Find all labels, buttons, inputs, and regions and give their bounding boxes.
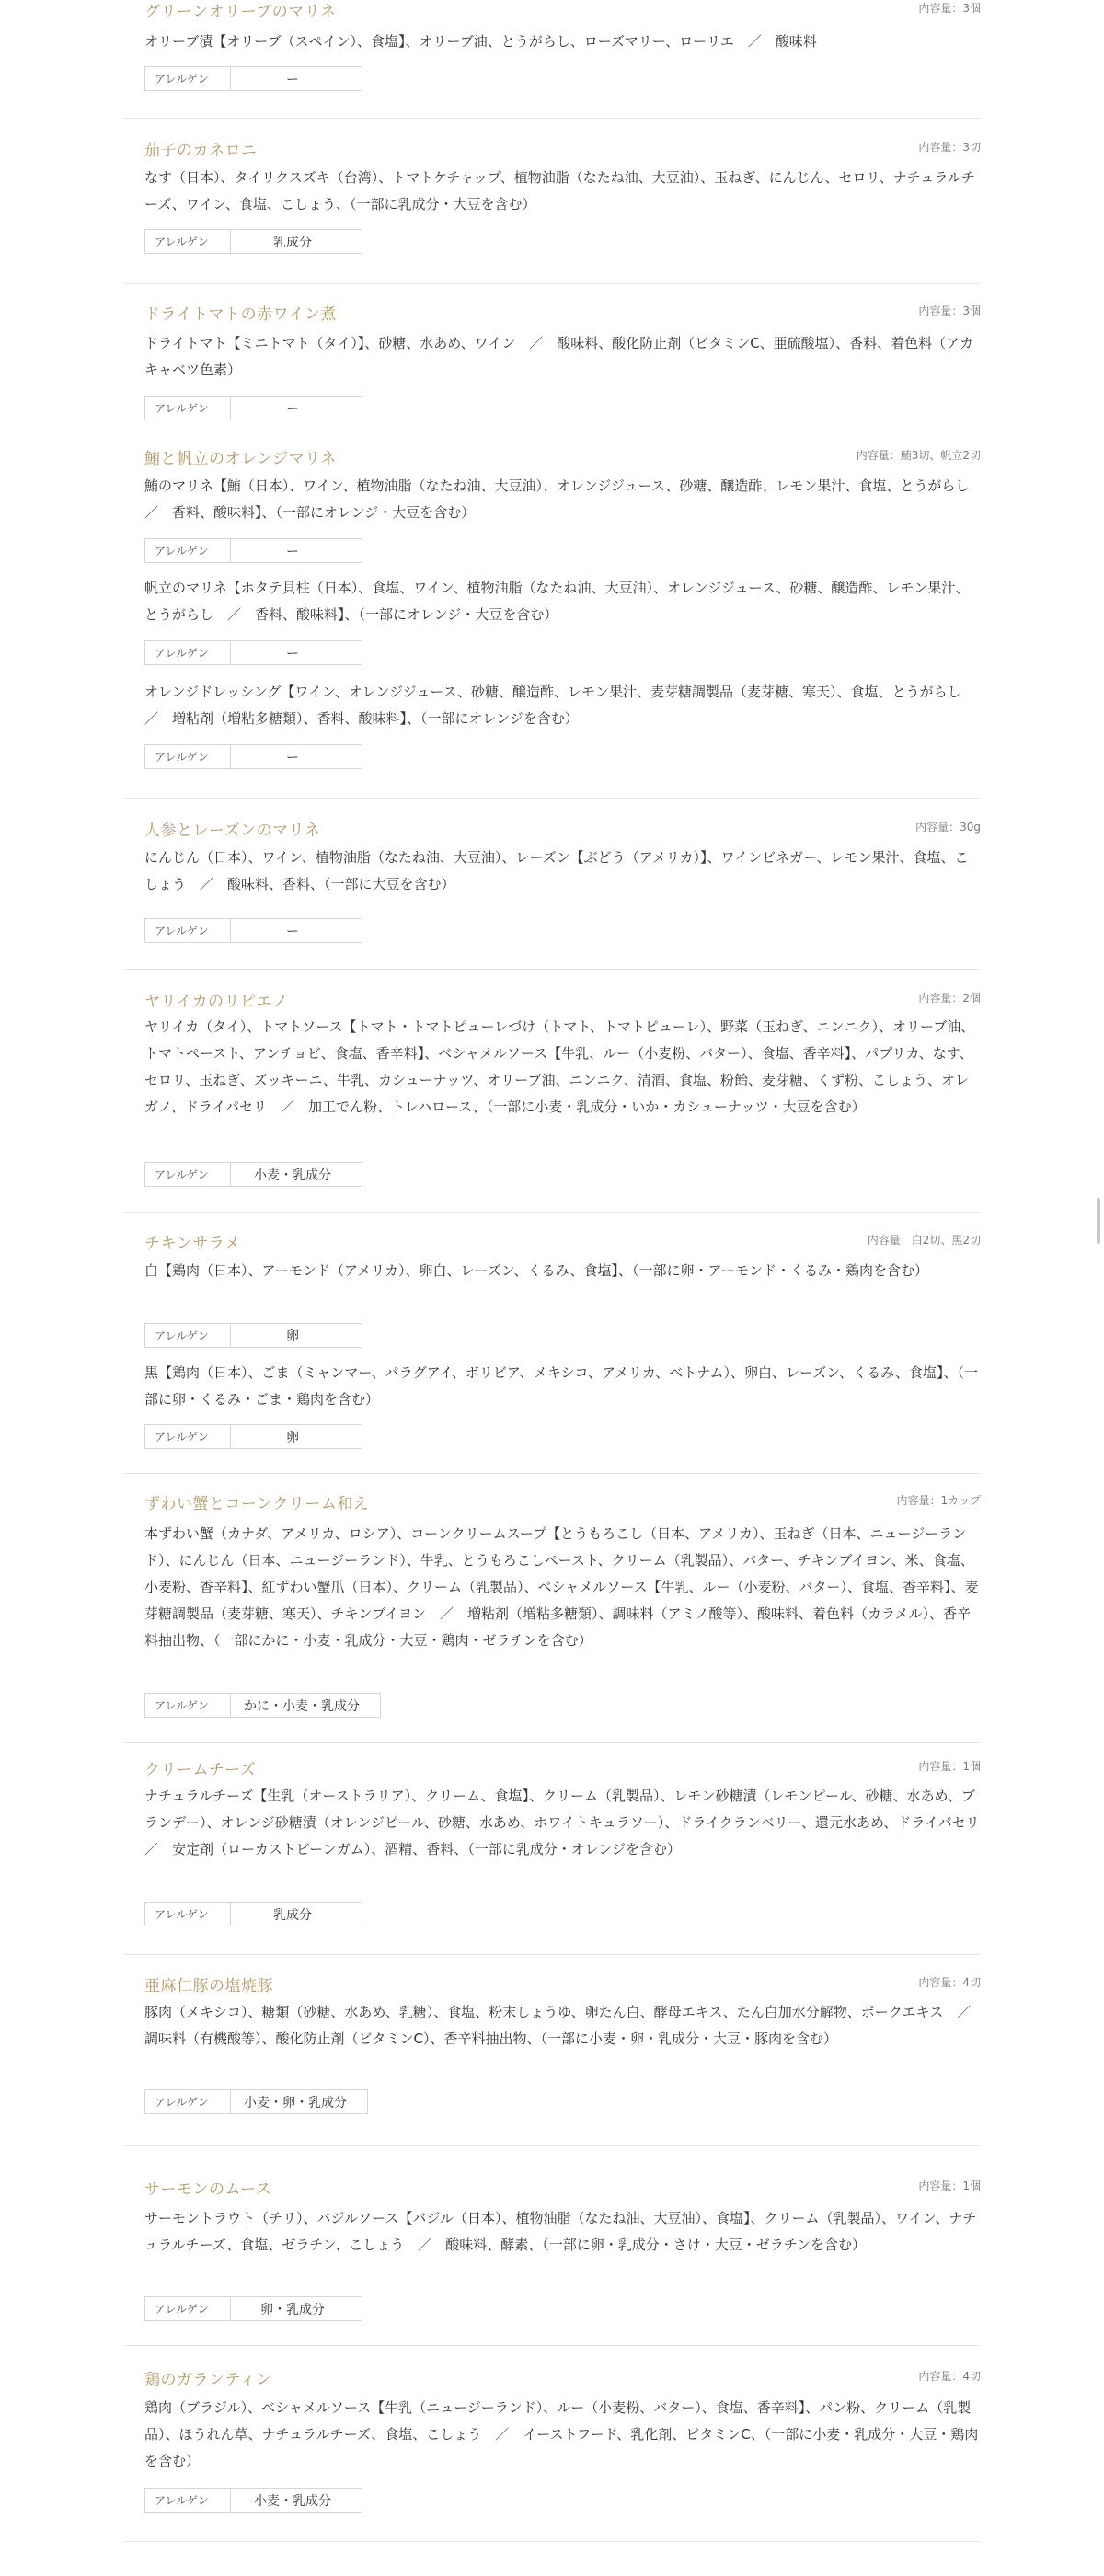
- allergen-row: [144, 1162, 362, 1187]
- allergen-row: [144, 640, 362, 665]
- item-title: ずわい蟹とコーンクリーム和え: [144, 1495, 370, 1513]
- allergen-row: [144, 1323, 362, 1348]
- allergen-row: [144, 1902, 362, 1926]
- item-quantity: 内容量：4切: [918, 1976, 981, 1989]
- allergen-row: [144, 1693, 381, 1718]
- item-quantity: 内容量：1個: [918, 1760, 981, 1773]
- allergen-label: アレルゲン: [145, 1163, 231, 1186]
- scrollbar-thumb[interactable]: [1097, 1198, 1100, 1244]
- ingredients-text: 鶏肉（ブラジル）、ベシャメルソース【牛乳（ニュージーランド）、ルー（小麦粉、バター）、食塩、香辛料】、パン粉、クリーム（乳製品）、ほうれん草、ナチュラルチーズ、食塩、こしょう ／ イーストフード、乳化剤、ビタミンC、（一部に小麦・乳成分・大豆・鶏肉を含む）: [144, 2399, 979, 2469]
- item-title: サーモンのムース: [144, 2180, 272, 2199]
- allergen-row: [144, 1424, 362, 1449]
- allergen-label: アレルゲン: [145, 230, 231, 253]
- item-title: 茄子のカネロニ: [144, 142, 258, 160]
- allergen-label: アレルゲン: [145, 397, 231, 420]
- allergen-value: ー: [286, 401, 299, 417]
- allergen-row: [144, 744, 362, 769]
- ingredients-text: オリーブ漬【オリーブ（スペイン）、食塩】、オリーブ油、とうがらし、ローズマリー、ローリエ ／ 酸味料: [144, 33, 817, 50]
- item-quantity: 内容量：1カップ: [896, 1494, 981, 1507]
- allergen-value: かに・小麦・乳成分: [244, 1698, 360, 1714]
- item-quantity: 内容量：白2切、黒2切: [867, 1234, 981, 1247]
- allergen-value: ー: [286, 72, 299, 87]
- ingredients-text: オレンジドレッシング【ワイン、オレンジジュース、砂糖、醸造酢、レモン果汁、麦芽糖調製品（麦芽糖、寒天）、食塩、とうがらし ／ 増粘剤（増粘多糖類）、香料、酸味料】、（一部にオレンジを含む）: [144, 684, 975, 727]
- item-quantity: 内容量：1個: [918, 2179, 981, 2192]
- ingredients-text: 鮪のマリネ【鮪（日本）、ワイン、植物油脂（なたね油、大豆油）、オレンジジュース、砂糖、醸造酢、レモン果汁、食塩、とうがらし ／ 香料、酸味料】、（一部にオレンジ・大豆を含む）: [144, 477, 983, 521]
- item-title: 鮪と帆立のオレンジマリネ: [144, 450, 337, 468]
- item-title: チキンサラメ: [144, 1235, 241, 1253]
- allergen-label: アレルゲン: [145, 1425, 231, 1448]
- allergen-row: [144, 2296, 362, 2321]
- item-quantity: 内容量：3個: [918, 305, 981, 317]
- item-divider: [124, 798, 980, 799]
- allergen-value: ー: [286, 544, 299, 559]
- item-title: 人参とレーズンのマリネ: [144, 822, 321, 840]
- allergen-label: アレルゲン: [145, 2297, 231, 2320]
- allergen-value: 乳成分: [273, 235, 312, 250]
- allergen-value: ー: [286, 750, 299, 765]
- ingredients-text: 黒【鶏肉（日本）、ごま（ミャンマー、パラグアイ、ボリビア、メキシコ、アメリカ、ベトナム）、卵白、レーズン、くるみ、食塩】、（一部に卵・くるみ・ごま・鶏肉を含む）: [144, 1364, 979, 1408]
- item-title: ドライトマトの赤ワイン煮: [144, 305, 337, 324]
- item-quantity: 内容量：鮪3切、帆立2切: [856, 449, 981, 462]
- allergen-value: 卵: [286, 1430, 299, 1445]
- item-quantity: 内容量：4切: [918, 2370, 981, 2383]
- item-title: グリーンオリーブのマリネ: [144, 3, 337, 21]
- allergen-label: アレルゲン: [145, 1903, 231, 1926]
- item-title: 鶏のガランティン: [144, 2371, 272, 2389]
- allergen-value: 小麦・乳成分: [254, 2493, 331, 2509]
- ingredients-text: ヤリイカ（タイ）、トマトソース【トマト・トマトピューレづけ（トマト、トマトピューレ）、野菜（玉ねぎ、ニンニク）、オリーブ油、トマトペースト、アンチョビ、食塩、香辛料】、ベシャメルソース【牛乳、ルー（小麦粉、バター）、食塩、香辛料】、パプリカ、なす、セロリ、玉ねぎ、ズッキーニ、牛乳、カシューナッツ、オリーブ油、ニンニク、清酒、食塩、粉飴、麦芽糖、くず粉、こしょう、オレガノ、ドライパセリ ／ 加工でん粉、トレハロース、（一部に小麦・乳成分・いか・カシューナッツ・大豆を含む）: [144, 1018, 975, 1115]
- item-quantity: 内容量：3切: [918, 141, 981, 154]
- item-divider: [124, 1742, 980, 1743]
- allergen-value: 乳成分: [273, 1907, 312, 1923]
- ingredients-text: 本ずわい蟹（カナダ、アメリカ、ロシア）、コーンクリームスープ【とうもろこし（日本、アメリカ）、玉ねぎ（日本、ニュージーランド）、にんじん（日本、ニュージーランド）、牛乳、とうもろこしペースト、クリーム（乳製品）、バター、チキンブイヨン、米、食塩、小麦粉、香辛料】、紅ずわい蟹爪（日本）、クリーム（乳製品）、ベシャメルソース【牛乳、ルー（小麦粉、バター）、食塩、香辛料】、麦芽糖調製品（麦芽糖、寒天）、チキンブイヨン ／ 増粘剤（増粘多糖類）、調味料（アミノ酸等）、酸味料、着色料（カラメル）、香辛料抽出物、（一部にかに・小麦・乳成分・大豆・鶏肉・ゼラチンを含む）: [144, 1525, 979, 1649]
- allergen-row: [144, 2488, 362, 2513]
- ingredients-text: 帆立のマリネ【ホタテ貝柱（日本）、食塩、ワイン、植物油脂（なたね油、大豆油）、オレンジジュース、砂糖、醸造酢、レモン果汁、とうがらし ／ 香料、酸味料】、（一部にオレンジ・大豆を含む）: [144, 580, 970, 623]
- allergen-row: [144, 918, 362, 943]
- item-title: ヤリイカのリピエノ: [144, 993, 289, 1011]
- allergen-label: アレルゲン: [145, 67, 231, 90]
- ingredients-text: 豚肉（メキシコ）、糖類（砂糖、水あめ、乳糖）、食塩、粉末しょうゆ、卵たん白、酵母エキス、たん白加水分解物、ポークエキス ／ 調味料（有機酸等）、酸化防止剤（ビタミンC）、香辛料抽出物、（一部に小麦・卵・乳成分・大豆・豚肉を含む）: [144, 2004, 985, 2047]
- ingredients-text: ドライトマト【ミニトマト（タイ）】、砂糖、水あめ、ワイン ／ 酸味料、酸化防止剤（ビタミンC、亜硫酸塩）、香料、着色料（アカキャベツ色素）: [144, 335, 974, 378]
- item-divider: [124, 1954, 980, 1955]
- allergen-row: [144, 229, 362, 254]
- item-quantity: 内容量：2個: [918, 992, 981, 1005]
- allergen-label: アレルゲン: [145, 1324, 231, 1347]
- item-divider: [124, 1473, 980, 1474]
- allergen-value: ー: [286, 646, 299, 661]
- allergen-value: 卵・乳成分: [260, 2302, 325, 2317]
- item-divider: [124, 118, 980, 119]
- allergen-label: アレルゲン: [145, 2090, 231, 2113]
- ingredients-text: にんじん（日本）、ワイン、植物油脂（なたね油、大豆油）、レーズン【ぶどう（アメリカ）】、ワインビネガー、レモン果汁、食塩、こしょう ／ 酸味料、香料、（一部に大豆を含む）: [144, 849, 969, 892]
- ingredients-text: なす（日本）、タイリクスズキ（台湾）、トマトケチャップ、植物油脂（なたね油、大豆油）、玉ねぎ、にんじん、セロリ、ナチュラルチーズ、ワイン、食塩、こしょう、（一部に乳成分・大豆を含む）: [144, 169, 975, 213]
- item-quantity: 内容量：3個: [918, 2, 981, 15]
- allergen-label: アレルゲン: [145, 641, 231, 664]
- allergen-label: アレルゲン: [145, 919, 231, 942]
- allergen-value: 卵: [286, 1328, 299, 1344]
- allergen-row: [144, 2089, 368, 2114]
- item-divider: [124, 283, 980, 284]
- item-title: 亜麻仁豚の塩焼豚: [144, 1977, 273, 1995]
- item-divider: [124, 2541, 980, 2542]
- allergen-row: [144, 66, 362, 91]
- allergen-label: アレルゲン: [145, 539, 231, 562]
- allergen-value: 小麦・卵・乳成分: [244, 2095, 347, 2110]
- ingredients-text: サーモントラウト（チリ）、バジルソース【バジル（日本）、植物油脂（なたね油、大豆油）、食塩】、クリーム（乳製品）、ワイン、ナチュラルチーズ、食塩、ゼラチン、こしょう ／ 酸味料、酵素、（一部に卵・乳成分・さけ・大豆・ゼラチンを含む）: [144, 2210, 977, 2253]
- item-divider: [124, 969, 980, 970]
- item-divider: [124, 2145, 980, 2146]
- item-divider: [124, 1212, 980, 1213]
- allergen-label: アレルゲン: [145, 745, 231, 768]
- ingredients-text: 白【鶏肉（日本）、アーモンド（アメリカ）、卵白、レーズン、くるみ、食塩】、（一部に卵・アーモンド・くるみ・鶏肉を含む）: [144, 1262, 929, 1279]
- ingredients-text: ナチュラルチーズ【生乳（オーストラリア）、クリーム、食塩】、クリーム（乳製品）、レモン砂糖漬（レモンピール、砂糖、水あめ、ブランデー）、オレンジ砂糖漬（オレンジピール、砂糖、水あめ、ホワイトキュラソー）、ドライクランベリー、還元水あめ、ドライパセリ ／ 安定剤（ローカストビーンガム）、酒精、香料、（一部に乳成分・オレンジを含む）: [144, 1788, 994, 1857]
- allergen-label: アレルゲン: [145, 1694, 231, 1717]
- item-divider: [124, 2345, 980, 2346]
- allergen-row: [144, 538, 362, 563]
- item-quantity: 内容量：30g: [915, 821, 981, 834]
- item-title: クリームチーズ: [144, 1761, 257, 1779]
- allergen-value: ー: [286, 924, 299, 939]
- allergen-row: [144, 396, 362, 420]
- allergen-label: アレルゲン: [145, 2489, 231, 2512]
- allergen-value: 小麦・乳成分: [254, 1167, 331, 1183]
